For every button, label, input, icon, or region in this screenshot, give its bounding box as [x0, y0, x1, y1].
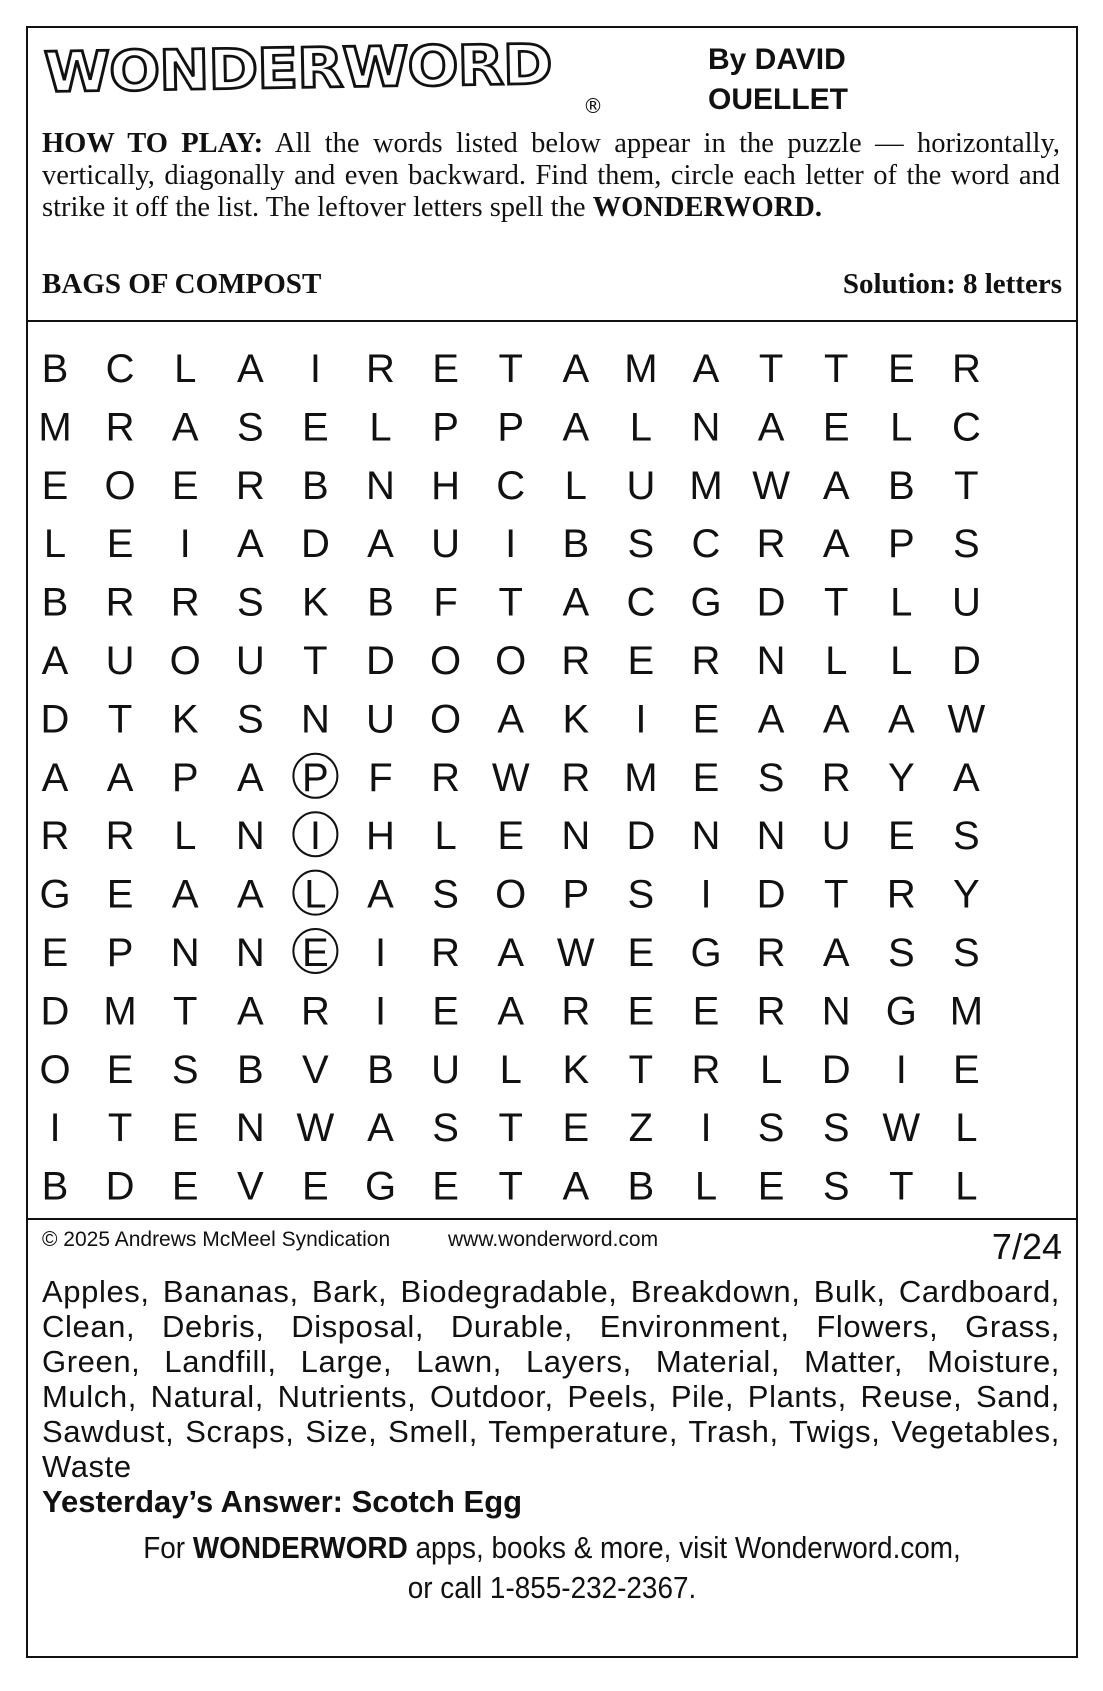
grid-letter[interactable]: A: [887, 697, 915, 742]
grid-letter[interactable]: A: [171, 872, 199, 917]
grid-letter[interactable]: N: [691, 405, 721, 450]
grid-letter[interactable]: A: [757, 697, 785, 742]
grid-letter[interactable]: I: [895, 1047, 907, 1092]
grid-letter[interactable]: N: [756, 639, 786, 683]
grid-letter[interactable]: D: [821, 1047, 851, 1092]
promo-brand: WONDERWORD: [192, 1530, 408, 1565]
grid-letter[interactable]: L: [890, 580, 913, 625]
grid-letter[interactable]: M: [624, 347, 658, 391]
author-byline: By DAVID OUELLET: [708, 43, 848, 116]
grid-letter[interactable]: K: [171, 697, 199, 742]
grid-letter[interactable]: E: [627, 989, 655, 1034]
grid-letter[interactable]: M: [38, 405, 72, 450]
grid-letter[interactable]: A: [367, 872, 394, 917]
grid-letter[interactable]: L: [43, 522, 67, 567]
grid-letter[interactable]: O: [169, 639, 201, 683]
grid-letter[interactable]: R: [756, 989, 786, 1034]
grid-letter[interactable]: L: [890, 639, 913, 683]
grid-letter[interactable]: P: [497, 405, 525, 450]
grid-letter[interactable]: E: [432, 989, 459, 1034]
grid-letter[interactable]: A: [692, 347, 720, 391]
grid-letter[interactable]: R: [431, 755, 461, 800]
grid-letter[interactable]: R: [105, 814, 135, 859]
grid-letter[interactable]: T: [954, 463, 979, 508]
grid-letter[interactable]: A: [562, 347, 590, 391]
grid-letter[interactable]: R: [561, 755, 591, 800]
grid-letter[interactable]: D: [105, 1164, 135, 1209]
grid-letter[interactable]: A: [497, 697, 525, 742]
grid-letter[interactable]: R: [235, 463, 265, 508]
grid-letter[interactable]: G: [364, 1164, 397, 1209]
grid-letter[interactable]: P: [302, 755, 329, 800]
grid-letter[interactable]: A: [106, 755, 134, 800]
grid-letter[interactable]: S: [953, 814, 980, 859]
grid-letter[interactable]: U: [366, 697, 395, 742]
grid-letter[interactable]: Y: [953, 872, 980, 917]
grid-letter[interactable]: E: [171, 1106, 199, 1151]
grid-letter[interactable]: U: [105, 639, 135, 683]
letter-grid: [28, 320, 1076, 1216]
grid-letter[interactable]: B: [302, 463, 329, 508]
grid-letter[interactable]: A: [367, 1106, 394, 1151]
grid-letter[interactable]: L: [304, 872, 327, 917]
grid-letter[interactable]: O: [495, 872, 527, 917]
grid-letter[interactable]: A: [236, 347, 264, 391]
grid-letter[interactable]: U: [821, 814, 851, 859]
grid-letter[interactable]: U: [951, 580, 981, 625]
grid-letter[interactable]: G: [690, 580, 722, 625]
grid-letter[interactable]: I: [374, 931, 387, 975]
grid-letter[interactable]: O: [430, 639, 462, 683]
grid-letter[interactable]: M: [103, 989, 137, 1034]
grid-letter[interactable]: W: [947, 697, 986, 742]
puzzle-date: 7/24: [991, 1226, 1062, 1267]
grid-letter[interactable]: N: [561, 814, 591, 859]
grid-letter[interactable]: I: [700, 872, 712, 917]
word-list: Apples, Bananas, Bark, Biodegradable, Breakdown, Bulk, Cardboard, Clean, Debris, Disposal, Durable, Environment, Flowers, Grass, Green, Landfill, Large, Lawn, Layers, Material, Matter, Moisture, Mulch, Natural, Nutrients, Outdoor, Peels, Pile, Plants, Reuse, Sand, Sawdust, Scraps, Size, Smell, Temperature, Trash, Twigs, Vegetables, Waste: [42, 1274, 1060, 1484]
grid-letter[interactable]: E: [887, 347, 915, 391]
grid-letter[interactable]: E: [302, 405, 329, 450]
grid-letter[interactable]: I: [374, 989, 387, 1034]
grid-letter[interactable]: W: [752, 463, 790, 508]
grid-letter[interactable]: E: [171, 1164, 199, 1209]
grid-letter[interactable]: E: [302, 931, 329, 975]
grid-letter[interactable]: S: [627, 872, 655, 917]
grid-letter[interactable]: T: [498, 347, 523, 391]
grid-letter[interactable]: L: [759, 1047, 783, 1092]
grid-letter[interactable]: A: [822, 522, 850, 567]
copyright-notice: © 2025 Andrews McMeel Syndication: [42, 1228, 391, 1251]
puzzle-theme: BAGS OF COMPOST: [42, 268, 322, 300]
grid-letter[interactable]: E: [692, 697, 720, 742]
grid-letter[interactable]: R: [105, 405, 135, 450]
grid-letter[interactable]: I: [635, 697, 647, 742]
wonderword-logo: WONDERWORD: [43, 32, 553, 106]
solution-length: Solution: 8 letters: [842, 268, 1062, 300]
grid-letter[interactable]: R: [561, 989, 591, 1034]
puzzle-header: [28, 28, 1076, 322]
promo-phone: or call 1-855-232-2367.: [407, 1570, 697, 1605]
promo-suffix: apps, books & more, visit Wonderword.com,: [407, 1530, 961, 1565]
grid-letter[interactable]: B: [367, 580, 394, 625]
grid-letter[interactable]: C: [105, 347, 135, 391]
grid-letter[interactable]: L: [174, 347, 197, 391]
how-to-play-text: All the words listed below appear in the puzzle — horizontally, vertically, diagonally and even backward. Find them, circle each letter of the word and strike it off the list. The leftover letters spell the: [42, 128, 1060, 223]
grid-letter[interactable]: B: [562, 522, 590, 567]
grid-letter[interactable]: I: [179, 522, 191, 567]
grid-letter[interactable]: A: [236, 872, 264, 917]
grid-letter[interactable]: D: [366, 639, 395, 683]
grid-letter[interactable]: F: [433, 580, 458, 625]
grid-letter[interactable]: L: [825, 639, 848, 683]
grid-letter[interactable]: S: [757, 1106, 785, 1151]
grid-letter[interactable]: T: [107, 697, 133, 742]
grid-letter[interactable]: P: [562, 872, 590, 917]
grid-letter[interactable]: E: [302, 1164, 329, 1209]
grid-letter[interactable]: E: [627, 639, 655, 683]
grid-letter[interactable]: E: [106, 872, 134, 917]
grid-letter[interactable]: E: [953, 1047, 980, 1092]
registered-mark: ®: [583, 94, 603, 118]
grid-letter[interactable]: T: [498, 580, 523, 625]
grid-letter[interactable]: T: [172, 989, 198, 1034]
grid-letter[interactable]: S: [757, 755, 785, 800]
grid-letter[interactable]: L: [564, 463, 587, 508]
grid-letter[interactable]: S: [432, 872, 459, 917]
grid-letter[interactable]: O: [495, 639, 527, 683]
grid-letter[interactable]: F: [368, 755, 393, 800]
promo-text: [80, 1528, 1023, 1608]
grid-letter[interactable]: A: [822, 697, 850, 742]
grid-letter[interactable]: A: [562, 580, 590, 625]
grid-letter[interactable]: H: [366, 814, 395, 859]
grid-letter[interactable]: L: [955, 1164, 978, 1209]
grid-letter[interactable]: S: [171, 1047, 199, 1092]
grid-letter[interactable]: I: [49, 1106, 61, 1151]
grid-letter[interactable]: B: [41, 580, 69, 625]
grid-letter[interactable]: E: [41, 931, 69, 975]
grid-letter[interactable]: R: [821, 755, 851, 800]
grid-letter[interactable]: W: [296, 1106, 335, 1151]
grid-letter[interactable]: C: [496, 463, 526, 508]
grid-letter[interactable]: T: [628, 1047, 654, 1092]
grid-letter[interactable]: A: [41, 755, 69, 800]
yesterdays-answer: Yesterday’s Answer: Scotch Egg: [42, 1484, 523, 1519]
grid-letter[interactable]: R: [691, 1047, 721, 1092]
website-url: www.wonderword.com: [448, 1228, 659, 1251]
grid-letter[interactable]: Z: [628, 1106, 654, 1151]
grid-letter[interactable]: E: [822, 405, 850, 450]
grid-letter[interactable]: R: [300, 989, 330, 1034]
grid-letter[interactable]: E: [562, 1106, 590, 1151]
grid-letter[interactable]: L: [174, 814, 197, 859]
grid-letter[interactable]: A: [367, 522, 394, 567]
grid-letter[interactable]: R: [691, 639, 721, 683]
grid-letter[interactable]: S: [236, 580, 264, 625]
grid-letter[interactable]: N: [235, 1106, 265, 1151]
grid-letter[interactable]: K: [562, 697, 590, 742]
grid-letter[interactable]: U: [431, 522, 461, 567]
grid-letter[interactable]: A: [41, 639, 69, 683]
how-to-play-label: HOW TO PLAY:: [42, 128, 264, 159]
grid-letter[interactable]: D: [626, 814, 656, 859]
grid-letter[interactable]: O: [430, 697, 462, 742]
grid-letter[interactable]: S: [953, 522, 980, 567]
grid-letter[interactable]: L: [629, 405, 653, 450]
grid-letter[interactable]: B: [367, 1047, 394, 1092]
promo-prefix: For: [143, 1530, 193, 1565]
grid-letter[interactable]: U: [235, 639, 265, 683]
grid-letter[interactable]: E: [692, 989, 720, 1034]
grid-letter[interactable]: L: [499, 1047, 522, 1092]
grid-letter[interactable]: E: [757, 1164, 785, 1209]
grid-letter[interactable]: B: [887, 463, 915, 508]
grid-letter[interactable]: C: [951, 405, 981, 450]
grid-letter[interactable]: K: [562, 1047, 590, 1092]
grid-letter[interactable]: M: [689, 463, 723, 508]
grid-letter[interactable]: I: [700, 1106, 712, 1151]
grid-letter[interactable]: B: [236, 1047, 264, 1092]
grid-letter[interactable]: T: [823, 580, 849, 625]
grid-letter[interactable]: N: [691, 814, 721, 859]
grid-letter[interactable]: N: [170, 931, 200, 975]
how-to-play-end: WONDERWORD.: [592, 192, 822, 223]
grid-letter[interactable]: V: [302, 1047, 329, 1092]
grid-letter[interactable]: G: [39, 872, 71, 917]
grid-letter[interactable]: A: [562, 1164, 590, 1209]
grid-letter[interactable]: W: [491, 755, 530, 800]
grid-letter[interactable]: K: [302, 580, 329, 625]
grid-letter[interactable]: D: [300, 522, 330, 567]
grid-letter[interactable]: U: [626, 463, 656, 508]
grid-letter[interactable]: N: [366, 463, 395, 508]
grid-letter[interactable]: R: [105, 580, 135, 625]
grid-letter[interactable]: B: [41, 347, 69, 391]
grid-letter[interactable]: I: [505, 522, 517, 567]
grid-letter[interactable]: A: [171, 405, 199, 450]
grid-letter[interactable]: V: [236, 1164, 264, 1209]
grid-letter[interactable]: T: [107, 1106, 133, 1151]
grid-letter[interactable]: S: [432, 1106, 459, 1151]
grid-letter[interactable]: A: [236, 989, 264, 1034]
grid-letter[interactable]: A: [757, 405, 785, 450]
how-to-play: [42, 128, 1060, 224]
grid-letter[interactable]: S: [627, 522, 655, 567]
grid-letter[interactable]: A: [236, 522, 264, 567]
grid-letter[interactable]: D: [756, 580, 786, 625]
grid-letter[interactable]: L: [434, 814, 457, 859]
grid-letter[interactable]: L: [694, 1164, 718, 1209]
grid-letter[interactable]: E: [627, 931, 655, 975]
grid-letter[interactable]: A: [497, 931, 525, 975]
grid-letter[interactable]: E: [106, 522, 134, 567]
grid-letter[interactable]: M: [949, 989, 984, 1034]
grid-letter[interactable]: S: [236, 697, 264, 742]
grid-letter[interactable]: L: [890, 405, 913, 450]
grid-letter[interactable]: T: [889, 1164, 914, 1209]
grid-letter[interactable]: O: [104, 463, 136, 508]
grid-letter[interactable]: P: [106, 931, 134, 975]
grid-letter[interactable]: G: [690, 931, 722, 975]
grid-letter[interactable]: S: [822, 1164, 850, 1209]
grid-letter[interactable]: W: [556, 931, 595, 975]
grid-letter[interactable]: I: [309, 814, 321, 859]
grid-letter[interactable]: S: [236, 405, 264, 450]
grid-letter[interactable]: N: [235, 931, 265, 975]
grid-letter[interactable]: E: [497, 814, 525, 859]
grid-letter[interactable]: A: [497, 989, 525, 1034]
grid-letter[interactable]: E: [432, 1164, 459, 1209]
grid-letter[interactable]: Y: [887, 755, 915, 800]
grid-letter[interactable]: E: [106, 1047, 134, 1092]
grid-letter[interactable]: L: [369, 405, 392, 450]
grid-letter[interactable]: A: [953, 755, 980, 800]
grid-letter[interactable]: D: [951, 639, 981, 683]
grid-letter[interactable]: C: [691, 522, 721, 567]
grid-letter[interactable]: O: [39, 1047, 71, 1092]
grid-letter[interactable]: N: [756, 814, 786, 859]
grid-letter[interactable]: A: [562, 405, 590, 450]
grid-letter[interactable]: G: [885, 989, 917, 1034]
grid-letter[interactable]: T: [498, 1164, 523, 1209]
puzzle-frame: [26, 26, 1078, 1658]
grid-letter[interactable]: R: [170, 580, 200, 625]
grid-letter[interactable]: E: [171, 463, 199, 508]
grid-letter[interactable]: T: [823, 872, 849, 917]
grid-letter[interactable]: E: [887, 814, 915, 859]
grid-letter[interactable]: R: [561, 639, 591, 683]
grid-letter[interactable]: A: [822, 931, 850, 975]
grid-letter[interactable]: R: [756, 522, 786, 567]
grid-letter[interactable]: I: [309, 347, 321, 391]
grid-letter[interactable]: U: [431, 1047, 461, 1092]
grid-letter[interactable]: W: [882, 1106, 921, 1151]
grid-letter[interactable]: D: [40, 697, 70, 742]
grid-letter[interactable]: R: [951, 347, 981, 391]
grid-letter[interactable]: T: [303, 639, 328, 683]
grid-letter[interactable]: R: [886, 872, 916, 917]
grid-letter[interactable]: R: [756, 931, 786, 975]
grid-letter[interactable]: D: [40, 989, 70, 1034]
grid-letter[interactable]: S: [822, 1106, 850, 1151]
grid-letter[interactable]: H: [431, 463, 461, 508]
grid-letter[interactable]: B: [41, 1164, 69, 1209]
grid-letter[interactable]: R: [431, 931, 461, 975]
grid-letter[interactable]: B: [627, 1164, 655, 1209]
grid-letter[interactable]: T: [758, 347, 784, 391]
letter-grid-area: [28, 320, 1076, 1220]
grid-letter[interactable]: E: [41, 463, 69, 508]
grid-letter[interactable]: N: [300, 697, 330, 742]
grid-letter[interactable]: T: [823, 347, 849, 391]
grid-letter[interactable]: E: [692, 755, 720, 800]
grid-letter[interactable]: L: [955, 1106, 978, 1151]
grid-letter[interactable]: E: [432, 347, 459, 391]
grid-letter[interactable]: S: [887, 931, 915, 975]
grid-letter[interactable]: P: [887, 522, 915, 567]
grid-letter[interactable]: M: [624, 755, 658, 800]
grid-letter[interactable]: T: [498, 1106, 523, 1151]
grid-letter[interactable]: A: [822, 463, 850, 508]
grid-letter[interactable]: N: [821, 989, 851, 1034]
grid-letter[interactable]: P: [171, 755, 199, 800]
grid-letter[interactable]: C: [626, 580, 656, 625]
grid-letter[interactable]: R: [40, 814, 70, 859]
grid-letter[interactable]: P: [432, 405, 459, 450]
grid-letter[interactable]: R: [366, 347, 395, 391]
grid-letter[interactable]: A: [236, 755, 264, 800]
grid-letter[interactable]: D: [756, 872, 786, 917]
grid-letter[interactable]: S: [953, 931, 980, 975]
grid-letter[interactable]: N: [235, 814, 265, 859]
